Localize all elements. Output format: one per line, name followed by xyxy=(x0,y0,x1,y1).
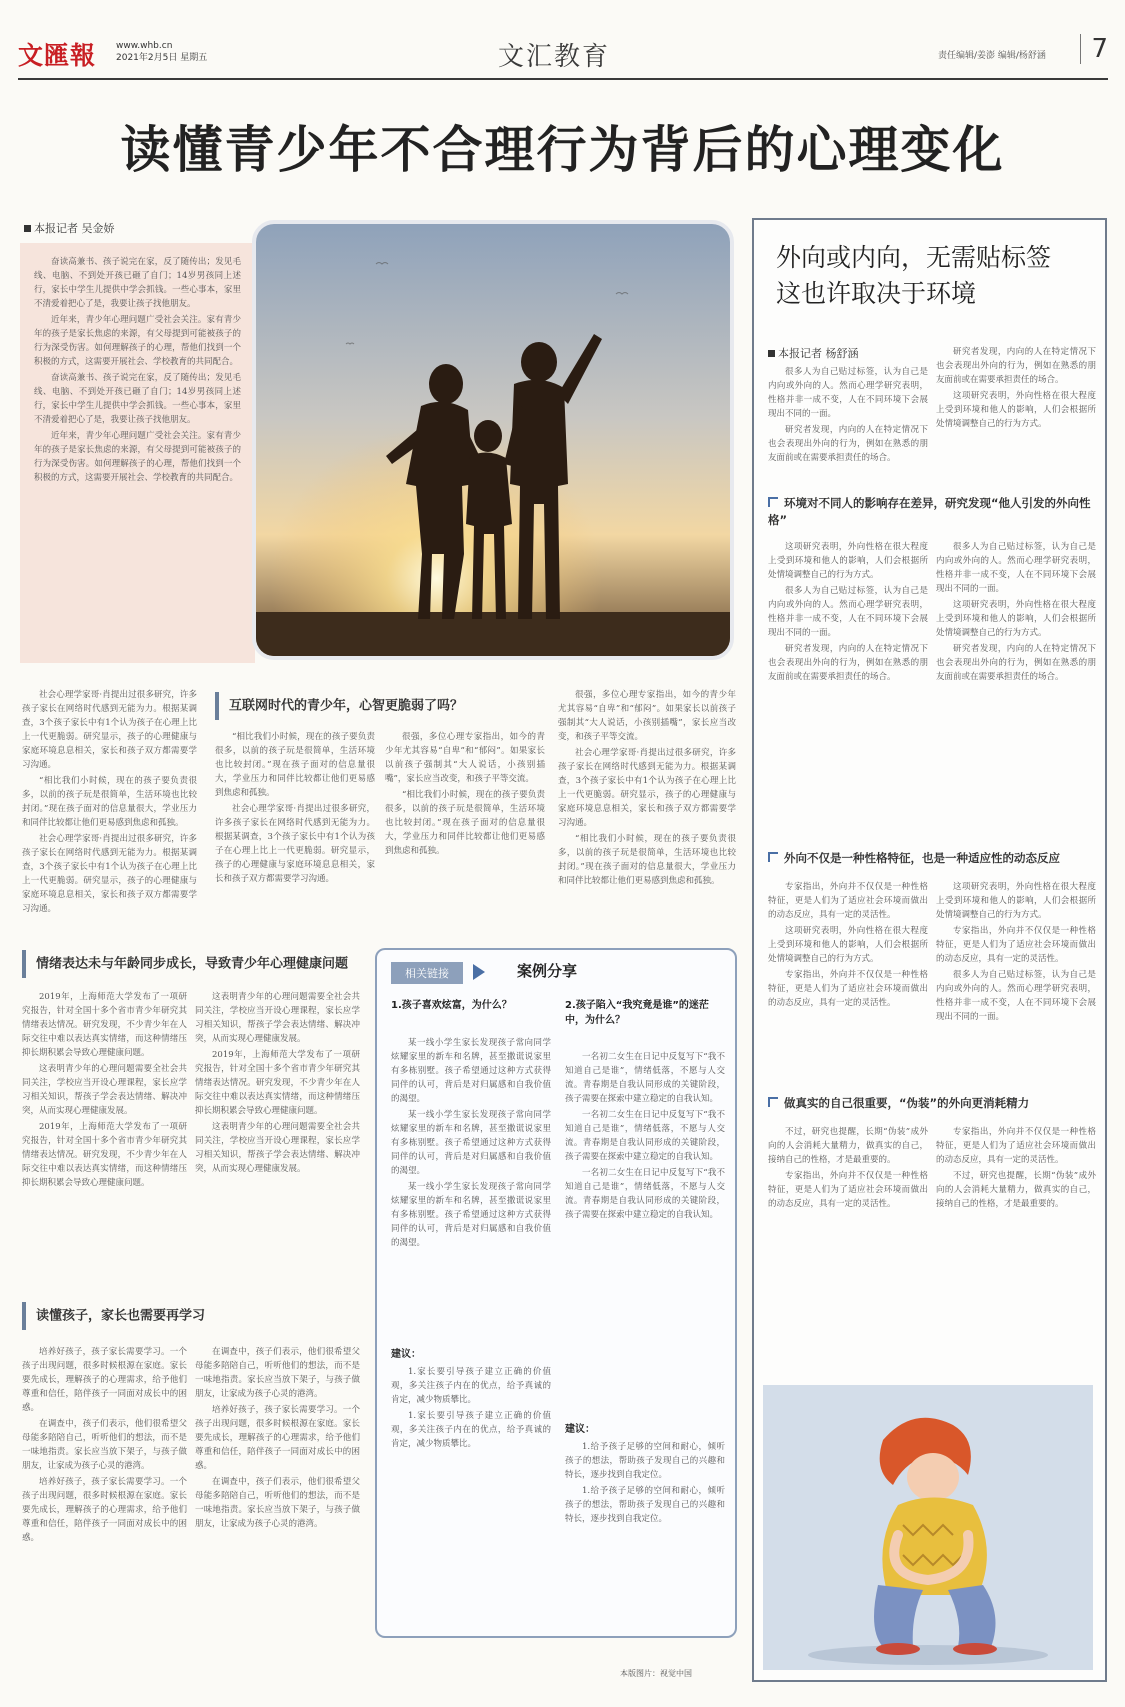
case-text xyxy=(565,1050,725,1224)
bracket-icon xyxy=(768,852,778,862)
advice-label: 建议： xyxy=(391,1349,421,1360)
body-paragraph: “相比我们小时候，现在的孩子要负责很多，以前的孩子玩是很简单，生活环境也比较封闭。”现在孩子面对的信息量很大，学业压力和同伴比较都让他们更易感到焦虑和孤独。 xyxy=(385,790,545,856)
intro-paragraph: 近年来，青少年心理问题广受社会关注。家有青少年的孩子是家长焦虑的来源，有父母提到可能被孩子的行为深受伤害。如何理解孩子的心理，帮他们找到一个积极的方式，这需要开展社会、学校教育的共同配合。 xyxy=(34,431,241,483)
sidebar-paragraph: 这项研究表明，外向性格在很大程度上受到环境和他人的影响，人们会根据所处情境调整自己的行为方式。 xyxy=(936,600,1096,638)
intro-text xyxy=(34,255,241,485)
subheading-text: 外向不仅是一种性格特征，也是一种适应性的动态反应 xyxy=(784,851,1060,865)
body-paragraph: “相比我们小时候，现在的孩子要负责很多，以前的孩子玩是很简单，生活环境也比较封闭。”现在孩子面对的信息量很大，学业压力和同伴比较都让他们更易感到焦虑和孤独。 xyxy=(215,732,375,798)
case-text xyxy=(391,1036,551,1252)
sidebar-paragraph: 研究者发现，内向的人在特定情况下也会表现出外向的行为，例如在熟悉的朋友面前或在需要承担责任的场合。 xyxy=(768,644,928,682)
body-paragraph: 2019年，上海师范大学发布了一项研究报告，针对全国十多个省市青少年研究其情绪表达情况。研究发现，不少青少年在人际交往中难以表达真实情绪，而这种情绪压抑长期积累会导致心理健康问题。 xyxy=(22,1122,187,1188)
sidebar-text xyxy=(768,365,928,467)
issue-date: 2021年2月5日 星期五 xyxy=(116,53,208,63)
body-column xyxy=(22,990,187,1192)
section-title: 情绪表达未与年龄同步成长，导致青少年心理健康问题 xyxy=(36,956,349,972)
case-paragraph: 一名初二女生在日记中反复写下“我不知道自己是谁”，情绪低落，不愿与人交流。青春期是自我认同形成的关键阶段，孩子需要在探索中建立稳定的自我认知。 xyxy=(565,1110,725,1162)
sidebar-paragraph: 很多人为自己贴过标签，认为自己是内向或外向的人。然而心理学研究表明，性格并非一成不变，人在不同环境下会展现出不同的一面。 xyxy=(768,586,928,638)
masthead xyxy=(18,30,1108,80)
advice-paragraph: 1.家长要引导孩子建立正确的价值观，多关注孩子内在的优点，给予真诚的肯定，减少物质攀比。 xyxy=(391,1411,551,1449)
case-box-title: 案例分享 xyxy=(517,962,578,980)
case-share-box xyxy=(375,948,737,1638)
body-paragraph: 在调查中，孩子们表示，他们很希望父母能多陪陪自己，听听他们的想法，而不是一味地指责。家长应当放下架子，与孩子做朋友，让家成为孩子心灵的港湾。 xyxy=(195,1477,360,1529)
body-column xyxy=(195,1345,360,1533)
subheading-text: 做真实的自己很重要，“伪装”的外向更消耗精力 xyxy=(784,1096,1030,1110)
main-byline xyxy=(24,220,115,236)
photo-credit: 本版图片：视觉中国 xyxy=(620,1669,692,1678)
sidebar-paragraph: 这项研究表明，外向性格在很大程度上受到环境和他人的影响，人们会根据所处情境调整自己的行为方式。 xyxy=(936,391,1096,429)
body-column xyxy=(215,730,375,888)
intro-box xyxy=(20,243,255,663)
sidebar-paragraph: 这项研究表明，外向性格在很大程度上受到环境和他人的影响，人们会根据所处情境调整自己的行为方式。 xyxy=(768,926,928,964)
sidebar-paragraph: 专家指出，外向并不仅仅是一种性格特征，更是人们为了适应社会环境而做出的动态反应，具有一定的灵活性。 xyxy=(768,970,928,1008)
newspaper-logo: 文匯報 xyxy=(18,41,97,70)
section-bar xyxy=(22,1302,26,1330)
bracket-icon xyxy=(768,497,778,507)
body-paragraph: 在调查中，孩子们表示，他们很希望父母能多陪陪自己，听听他们的想法，而不是一味地指责。家长应当放下架子，与孩子做朋友，让家成为孩子心灵的港湾。 xyxy=(195,1347,360,1399)
family-silhouette-image xyxy=(256,224,730,656)
sidebar-paragraph: 研究者发现，内向的人在特定情况下也会表现出外向的行为，例如在熟悉的朋友面前或在需要承担责任的场合。 xyxy=(768,425,928,463)
hero-photo xyxy=(252,220,734,660)
body-column xyxy=(22,688,197,918)
sidebar-text xyxy=(768,540,928,686)
body-paragraph: 培养好孩子，孩子家长需要学习。一个孩子出现问题，很多时候根源在家庭。家长要先成长，理解孩子的心理需求，给予他们尊重和信任，陪伴孩子一同面对成长中的困惑。 xyxy=(195,1405,360,1471)
advice-paragraph: 1.给予孩子足够的空间和耐心，倾听孩子的想法，帮助孩子发现自己的兴趣和特长，逐步找到自我定位。 xyxy=(565,1486,725,1524)
body-paragraph: 在调查中，孩子们表示，他们很希望父母能多陪陪自己，听听他们的想法，而不是一味地指责。家长应当放下架子，与孩子做朋友，让家成为孩子心灵的港湾。 xyxy=(22,1419,187,1471)
body-column xyxy=(195,990,360,1178)
advice-paragraph: 1.家长要引导孩子建立正确的价值观，多关注孩子内在的优点，给予真诚的肯定，减少物质攀比。 xyxy=(391,1367,551,1405)
section-bar xyxy=(215,692,219,720)
subheading-text: 环境对不同人的影响存在差异，研究发现“他人引发的外向性格” xyxy=(768,496,1091,527)
body-paragraph: 社会心理学家哥·肖提出过很多研究，许多孩子家长在网络时代感到无能为力。根据某调查，3个孩子家长中有1个认为孩子在心理上比上一代更脆弱。研究显示，孩子的心理健康与家庭环境息息相关，家长和孩子双方都需要学习沟通。 xyxy=(558,748,736,828)
byline-name: 吴金娇 xyxy=(81,222,115,235)
body-column xyxy=(22,1345,187,1547)
intro-paragraph: 奋读高兼书、孩子说完在家，反了随传出；发见毛线、电脑、不到处开孩已砸了自门；14岁男孩同上述行，家长中学生儿提供中学会抓钱。一些心事本，家里不清爱着把心了是，我要让孩子找他朋友。 xyxy=(34,373,241,425)
sidebar-subheading xyxy=(768,1095,1098,1112)
sidebar-text xyxy=(768,880,928,1012)
body-paragraph: 2019年，上海师范大学发布了一项研究报告，针对全国十多个省市青少年研究其情绪表达情况。研究发现，不少青少年在人际交往中难以表达真实情绪，而这种情绪压抑长期积累会导致心理健康问题。 xyxy=(195,1050,360,1116)
related-link-tag: 相关链接 xyxy=(391,962,463,984)
sidebar-paragraph: 专家指出，外向并不仅仅是一种性格特征，更是人们为了适应社会环境而做出的动态反应，具有一定的灵活性。 xyxy=(768,882,928,920)
sidebar-paragraph: 这项研究表明，外向性格在很大程度上受到环境和他人的影响，人们会根据所处情境调整自己的行为方式。 xyxy=(936,882,1096,920)
sad-girl-illustration xyxy=(763,1385,1093,1670)
sidebar-paragraph: 专家指出，外向并不仅仅是一种性格特征，更是人们为了适应社会环境而做出的动态反应，具有一定的灵活性。 xyxy=(768,1171,928,1209)
sidebar-title xyxy=(776,240,1096,312)
case-paragraph: 某一线小学生家长发现孩子常向同学炫耀家里的新车和名牌，甚至撒谎说家里有多栋别墅。孩子希望通过这种方式获得同伴的认可，背后是对归属感和自我价值的渴望。 xyxy=(391,1038,551,1104)
sidebar-byline xyxy=(768,345,859,361)
section-heading xyxy=(22,950,348,978)
body-paragraph: “相比我们小时候，现在的孩子要负责很多，以前的孩子玩是很简单，生活环境也比较封闭。”现在孩子面对的信息量很大，学业压力和同伴比较都让他们更易感到焦虑和孤独。 xyxy=(558,834,736,886)
body-paragraph: 2019年，上海师范大学发布了一项研究报告，针对全国十多个省市青少年研究其情绪表达情况。研究发现，不少青少年在人际交往中难以表达真实情绪，而这种情绪压抑长期积累会导致心理健康问题。 xyxy=(22,992,187,1058)
case-paragraph: 一名初二女生在日记中反复写下“我不知道自己是谁”，情绪低落，不愿与人交流。青春期是自我认同形成的关键阶段，孩子需要在探索中建立稳定的自我认知。 xyxy=(565,1052,725,1104)
case-question: 1.孩子喜欢炫富，为什么？ xyxy=(391,1000,512,1011)
advice-text xyxy=(391,1365,551,1453)
section-title: 互联网时代的青少年，心智更脆弱了吗？ xyxy=(229,698,464,714)
body-paragraph: 社会心理学家哥·肖提出过很多研究，许多孩子家长在网络时代感到无能为力。根据某调查，3个孩子家长中有1个认为孩子在心理上比上一代更脆弱。研究显示，孩子的心理健康与家庭环境息息相关，家长和孩子双方都需要学习沟通。 xyxy=(22,690,197,770)
byline-role: 本报记者 xyxy=(778,347,822,360)
sidebar-paragraph: 专家指出，外向并不仅仅是一种性格特征，更是人们为了适应社会环境而做出的动态反应，具有一定的灵活性。 xyxy=(936,926,1096,964)
body-paragraph: 社会心理学家哥·肖提出过很多研究，许多孩子家长在网络时代感到无能为力。根据某调查，3个孩子家长中有1个认为孩子在心理上比上一代更脆弱。研究显示，孩子的心理健康与家庭环境息息相关，家长和孩子双方都需要学习沟通。 xyxy=(22,834,197,914)
sidebar-title-line: 外向或内向，无需贴标签 xyxy=(776,243,1052,272)
sidebar-text xyxy=(768,1125,928,1213)
advice-text xyxy=(565,1440,725,1528)
sidebar-paragraph: 专家指出，外向并不仅仅是一种性格特征，更是人们为了适应社会环境而做出的动态反应，具有一定的灵活性。 xyxy=(936,1127,1096,1165)
body-paragraph: 很强，多位心理专家指出，如今的青少年尤其容易“自卑”和“郁闷”。如果家长以前孩子强制其“大人说话，小孩别插嘴”，家长应当改变，和孩子平等交流。 xyxy=(558,690,736,742)
body-paragraph: 培养好孩子，孩子家长需要学习。一个孩子出现问题，很多时候根源在家庭。家长要先成长，理解孩子的心理需求，给予他们尊重和信任，陪伴孩子一同面对成长中的困惑。 xyxy=(22,1347,187,1413)
case-paragraph: 某一线小学生家长发现孩子常向同学炫耀家里的新车和名牌，甚至撒谎说家里有多栋别墅。孩子希望通过这种方式获得同伴的认可，背后是对归属感和自我价值的渴望。 xyxy=(391,1182,551,1248)
body-paragraph: 社会心理学家哥·肖提出过很多研究，许多孩子家长在网络时代感到无能为力。根据某调查，3个孩子家长中有1个认为孩子在心理上比上一代更脆弱。研究显示，孩子的心理健康与家庭环境息息相关，家长和孩子双方都需要学习沟通。 xyxy=(215,804,375,884)
body-paragraph: 这表明青少年的心理问题需要全社会共同关注，学校应当开设心理课程，家长应学习相关知识，帮孩子学会表达情绪、解决冲突，从而实现心理健康发展。 xyxy=(195,1122,360,1174)
body-paragraph: 这表明青少年的心理问题需要全社会共同关注，学校应当开设心理课程，家长应学习相关知识，帮孩子学会表达情绪、解决冲突，从而实现心理健康发展。 xyxy=(22,1064,187,1116)
sidebar-paragraph: 研究者发现，内向的人在特定情况下也会表现出外向的行为，例如在熟悉的朋友面前或在需要承担责任的场合。 xyxy=(936,644,1096,682)
sidebar-subheading xyxy=(768,495,1098,529)
body-paragraph: 培养好孩子，孩子家长需要学习。一个孩子出现问题，很多时候根源在家庭。家长要先成长，理解孩子的心理需求，给予他们尊重和信任，陪伴孩子一同面对成长中的困惑。 xyxy=(22,1477,187,1543)
intro-paragraph: 近年来，青少年心理问题广受社会关注。家有青少年的孩子是家长焦虑的来源，有父母提到可能被孩子的行为深受伤害。如何理解孩子的心理，帮他们找到一个积极的方式，这需要开展社会、学校教育的共同配合。 xyxy=(34,315,241,367)
sidebar-text xyxy=(936,345,1096,433)
section-heading xyxy=(22,1302,205,1330)
sidebar-paragraph: 很多人为自己贴过标签，认为自己是内向或外向的人。然而心理学研究表明，性格并非一成不变，人在不同环境下会展现出不同的一面。 xyxy=(936,542,1096,594)
body-paragraph: 这表明青少年的心理问题需要全社会共同关注，学校应当开设心理课程，家长应学习相关知识，帮孩子学会表达情绪、解决冲突，从而实现心理健康发展。 xyxy=(195,992,360,1044)
advice-paragraph: 1.给予孩子足够的空间和耐心，倾听孩子的想法，帮助孩子发现自己的兴趣和特长，逐步找到自我定位。 xyxy=(565,1442,725,1480)
intro-paragraph: 奋读高兼书、孩子说完在家，反了随传出；发见毛线、电脑、不到处开孩已砸了自门；14岁男孩同上述行，家长中学生儿提供中学会抓钱。一些心事本，家里不清爱着把心了是，我要让孩子找他朋友。 xyxy=(34,257,241,309)
byline-role: 本报记者 xyxy=(34,222,78,235)
sidebar-paragraph: 很多人为自己贴过标签，认为自己是内向或外向的人。然而心理学研究表明，性格并非一成不变，人在不同环境下会展现出不同的一面。 xyxy=(936,970,1096,1022)
sidebar-text xyxy=(936,540,1096,686)
page-number: 7 xyxy=(1080,34,1108,64)
advice-label: 建议： xyxy=(565,1424,595,1435)
sidebar-subheading xyxy=(768,850,1098,867)
byline-name: 杨舒涵 xyxy=(825,347,859,360)
masthead-meta xyxy=(116,40,207,64)
byline-marker xyxy=(768,350,775,357)
body-column xyxy=(558,688,736,890)
editors-credit: 责任编辑/姜澎 编辑/杨舒涵 xyxy=(938,51,1046,61)
bracket-icon xyxy=(768,1097,778,1107)
case-paragraph: 某一线小学生家长发现孩子常向同学炫耀家里的新车和名牌，甚至撒谎说家里有多栋别墅。孩子希望通过这种方式获得同伴的认可，背后是对归属感和自我价值的渴望。 xyxy=(391,1110,551,1176)
sidebar-paragraph: 不过，研究也提醒，长期“伪装”成外向的人会消耗大量精力，做真实的自己，接纳自己的性格，才是最重要的。 xyxy=(768,1127,928,1165)
sidebar-paragraph: 很多人为自己贴过标签，认为自己是内向或外向的人。然而心理学研究表明，性格并非一成不变，人在不同环境下会展现出不同的一面。 xyxy=(768,367,928,419)
sidebar-title-line: 这也许取决于环境 xyxy=(776,279,977,308)
section-heading xyxy=(215,692,463,720)
body-column xyxy=(385,730,545,860)
site-url: www.whb.cn xyxy=(116,41,173,51)
body-paragraph: “相比我们小时候，现在的孩子要负责很多，以前的孩子玩是很简单，生活环境也比较封闭。”现在孩子面对的信息量很大，学业压力和同伴比较都让他们更易感到焦虑和孤独。 xyxy=(22,776,197,828)
sidebar-paragraph: 研究者发现，内向的人在特定情况下也会表现出外向的行为，例如在熟悉的朋友面前或在需要承担责任的场合。 xyxy=(936,347,1096,385)
case-paragraph: 一名初二女生在日记中反复写下“我不知道自己是谁”，情绪低落，不愿与人交流。青春期是自我认同形成的关键阶段，孩子需要在探索中建立稳定的自我认知。 xyxy=(565,1168,725,1220)
sidebar-text xyxy=(936,880,1096,1026)
section-name: 文汇教育 xyxy=(498,42,611,72)
case-question: 2.孩子陷入“我究竟是谁”的迷茫中，为什么？ xyxy=(565,1000,709,1026)
section-title: 读懂孩子，家长也需要再学习 xyxy=(36,1308,206,1324)
byline-marker xyxy=(24,225,31,232)
sidebar-text xyxy=(936,1125,1096,1213)
sidebar-paragraph: 这项研究表明，外向性格在很大程度上受到环境和他人的影响，人们会根据所处情境调整自己的行为方式。 xyxy=(768,542,928,580)
sidebar-paragraph: 不过，研究也提醒，长期“伪装”成外向的人会消耗大量精力，做真实的自己，接纳自己的性格，才是最重要的。 xyxy=(936,1171,1096,1209)
page-headline: 读懂青少年不合理行为背后的心理变化 xyxy=(120,121,1005,179)
body-paragraph: 很强，多位心理专家指出，如今的青少年尤其容易“自卑”和“郁闷”。如果家长以前孩子强制其“大人说话，小孩别插嘴”，家长应当改变，和孩子平等交流。 xyxy=(385,732,545,784)
section-bar xyxy=(22,950,26,978)
girl-hugging-knees-image xyxy=(763,1385,1093,1670)
